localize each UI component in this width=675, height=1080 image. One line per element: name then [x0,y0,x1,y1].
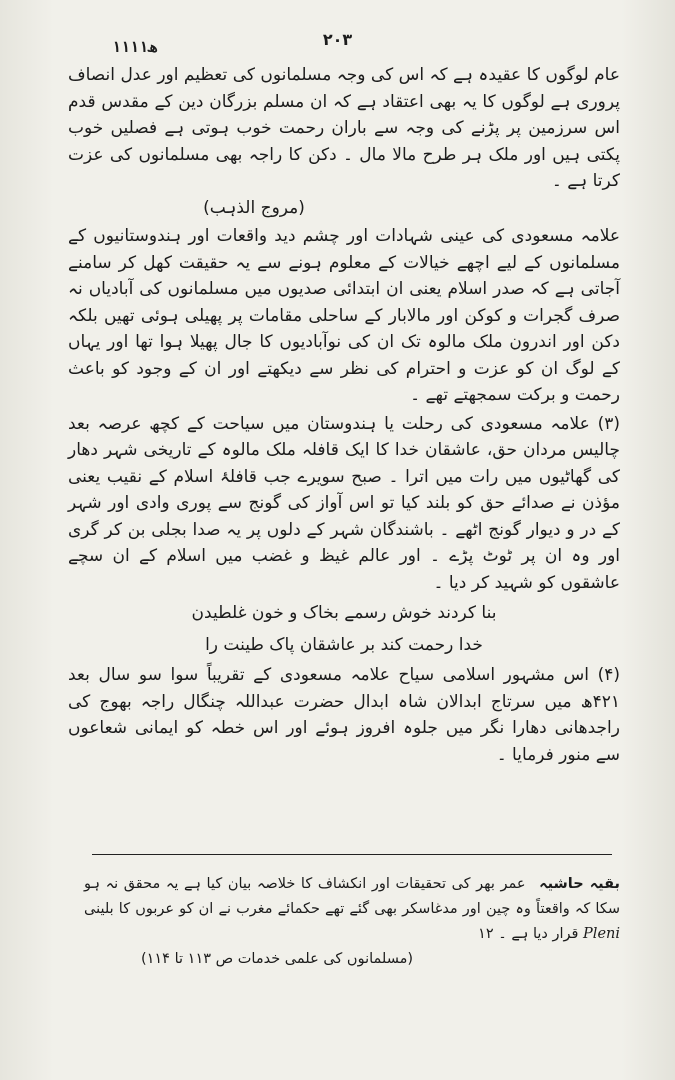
main-text [68,62,620,770]
footnote-heading: بقیہ حاشیہ [539,876,620,892]
paragraph-1 [68,62,620,221]
year-mark: ۱۱۱۱ھ [112,38,158,56]
paragraph-1-text: عام لوگوں کا عقیدہ ہے کہ اس کی وجہ مسلمانوں کی تعظیم اور عدل انصاف پروری ہے لوگوں کا یہ بھی اعتقاد ہے کہ ان مسلم بزرگان دین کے مقدس قدم اس سرزمین پر پڑنے کی وجہ سے باران رحمت خوب ہوتی ہے فصلیں خوب پکتی ہیں اور ملک ہر طرح مالا مال ۔ دکن کا راجہ بھی مسلمانوں کی عزت کرتا ہے ۔ [68,65,620,191]
paragraph-2: علامہ مسعودی کی عینی شہادات اور چشم دید واقعات اور ہندوستانیوں کے مسلمانوں کے لیے اچھے خیالات کے معلوم ہونے سے یہ حقیقت کھل کر سامنے آجاتی ہے کہ صدر اسلام یعنی ان ابتدائی صدیوں میں مسلمانوں کی آبادیاں نہ صرف گجرات و کوکن اور مالابار کے ساحلی مقامات پر پھیلی ہوئی تھیں بلکہ دکن اور اندرون ملک مالوہ تک ان کی نوآبادیوں کا جال پھیلا ہوا تھا اور یہاں کے لوگ ان کو عزت و احترام کی نظر سے دیکھتے اور ان کے وجود کو باعث رحمت و برکت سمجھتے تھے ۔ [68,226,620,405]
citation-muruj: (مروج الذہب) [203,197,305,218]
footnote-latin-word: Pleni [583,926,620,942]
verse-line-1: بنا کردند خوش رسمے بخاک و خون غلطیدن [191,603,497,623]
footnote [84,872,620,972]
footnote-text-end: قرار دیا ہے ۔ ۱۲ [478,926,579,942]
footnote-text: عمر بھر کی تحقیقات اور انکشاف کا خلاصہ بیان کیا ہے یہ محقق نہ ہو سکا کہ واقعتاً وہ چین اور مدغاسکر بھی گئے تھے حکمائے مغرب نے ان کو عربوں کا بلینی [84,876,620,917]
footnote-source: (مسلمانوں کی علمی خدمات ص ۱۱۳ تا ۱۱۴) [140,951,414,967]
page-number: ۲۰۳ [322,30,353,49]
footnote-divider [92,854,612,855]
verse-line-2: خدا رحمت کند بر عاشقان پاک طینت را [205,635,483,655]
paragraph-4: (۴) اس مشہور اسلامی سیاح علامہ مسعودی کے تقریباً سوا سو سال بعد ۴۲۱ھ میں سرتاج ابدالان شاہ ابدال حضرت عبداللہ چنگال راجہ بھوج کی راجدھانی دھارا نگر میں جلوہ افروز ہوئے اور اس خطہ کو ایمانی شعاعوں سے منور فرمایا ۔ [68,665,620,765]
paragraph-3: (۳) علامہ مسعودی کی رحلت یا ہندوستان میں سیاحت کے کچھ عرصہ بعد چالیس مردان حق، عاشقان خدا کا ایک قافلہ ملک مالوہ کے تاریخی شہر دھار کی گھاٹیوں میں رات میں اترا ۔ صبح سویرے جب قافلۂ اسلام کے نقیب یعنی مؤذن نے صدائے حق کو بلند کیا تو اس آواز کی گونج سے پوری وادی اور شہر کے در و دیوار گونج اٹھے ۔ باشندگان شہر کے دلوں پر یہ صدا بجلی بن کر گری اور وہ ان پر ٹوٹ پڑے ۔ اور عالم غیظ و غضب میں اسلام کے ان سچے عاشقوں کو شہید کر دیا ۔ [68,413,620,593]
